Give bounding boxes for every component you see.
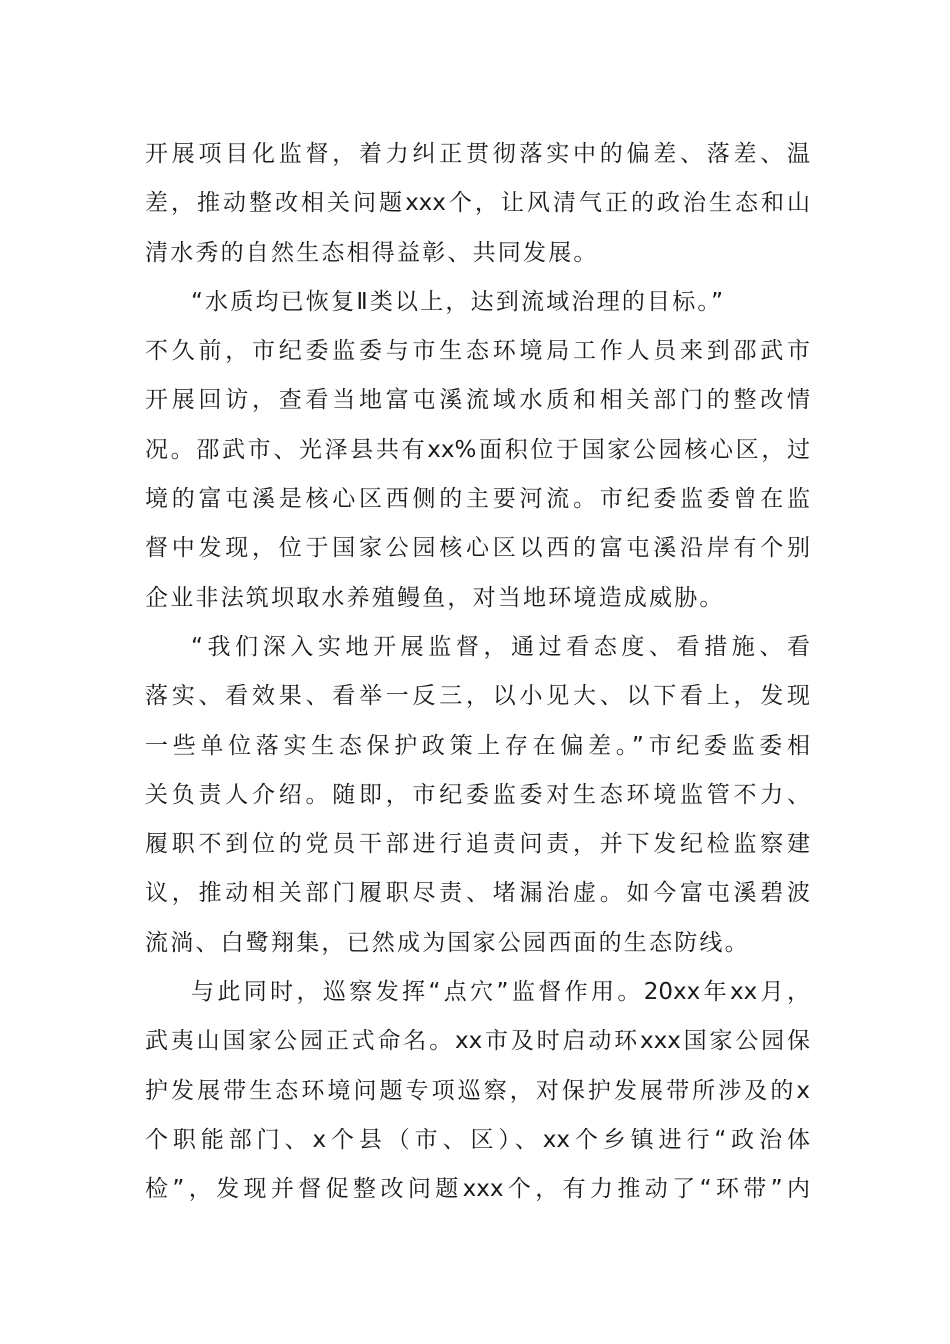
text-line: 不久前，市纪委监委与市生态环境局工作人员来到邵武市 xyxy=(145,338,810,365)
text-line: 个职能部门、x个县（市、区）、xx个乡镇进行“政治体 xyxy=(145,1126,810,1153)
text-line: 与此同时，巡察发挥“点穴”监督作用。20xx年xx月， xyxy=(191,979,810,1006)
text-line: 督中发现，位于国家公园核心区以西的富屯溪沿岸有个别 xyxy=(145,535,810,562)
text-line: 关负责人介绍。随即，市纪委监委对生态环境监管不力、 xyxy=(145,781,810,808)
text-line: “我们深入实地开展监督，通过看态度、看措施、看 xyxy=(191,633,810,660)
text-line: 落实、看效果、看举一反三，以小见大、以下看上，发现 xyxy=(145,683,810,710)
text-line: 差，推动整改相关问题xxx个，让风清气正的政治生态和山 xyxy=(145,190,810,217)
text-line: 境的富屯溪是核心区西侧的主要河流。市纪委监委曾在监 xyxy=(145,486,810,513)
text-line: 检”，发现并督促整改问题xxx个，有力推动了“环带”内 xyxy=(145,1176,810,1203)
text-line: 护发展带生态环境问题专项巡察，对保护发展带所涉及的x xyxy=(145,1077,810,1104)
document-body xyxy=(145,130,810,1215)
text-line: 企业非法筑坝取水养殖鳗鱼，对当地环境造成威胁。 xyxy=(145,584,725,611)
text-line: 一些单位落实生态保护政策上存在偏差。”市纪委监委相 xyxy=(145,732,810,759)
text-line: 开展回访，查看当地富屯溪流域水质和相关部门的整改情 xyxy=(145,387,810,414)
text-line: 履职不到位的党员干部进行追责问责，并下发纪检监察建 xyxy=(145,831,810,858)
text-line: 议，推动相关部门履职尽责、堵漏治虚。如今富屯溪碧波 xyxy=(145,880,810,907)
text-line: “水质均已恢复Ⅱ类以上，达到流域治理的目标。” xyxy=(191,288,726,315)
text-line: 武夷山国家公园正式命名。xx市及时启动环xxx国家公园保 xyxy=(145,1028,810,1055)
text-line: 况。邵武市、光泽县共有xx%面积位于国家公园核心区，过 xyxy=(145,436,810,463)
text-line: 开展项目化监督，着力纠正贯彻落实中的偏差、落差、温 xyxy=(145,141,810,167)
text-line: 流淌、白鹭翔集，已然成为国家公园西面的生态防线。 xyxy=(145,929,750,956)
text-line: 清水秀的自然生态相得益彰、共同发展。 xyxy=(145,239,599,266)
